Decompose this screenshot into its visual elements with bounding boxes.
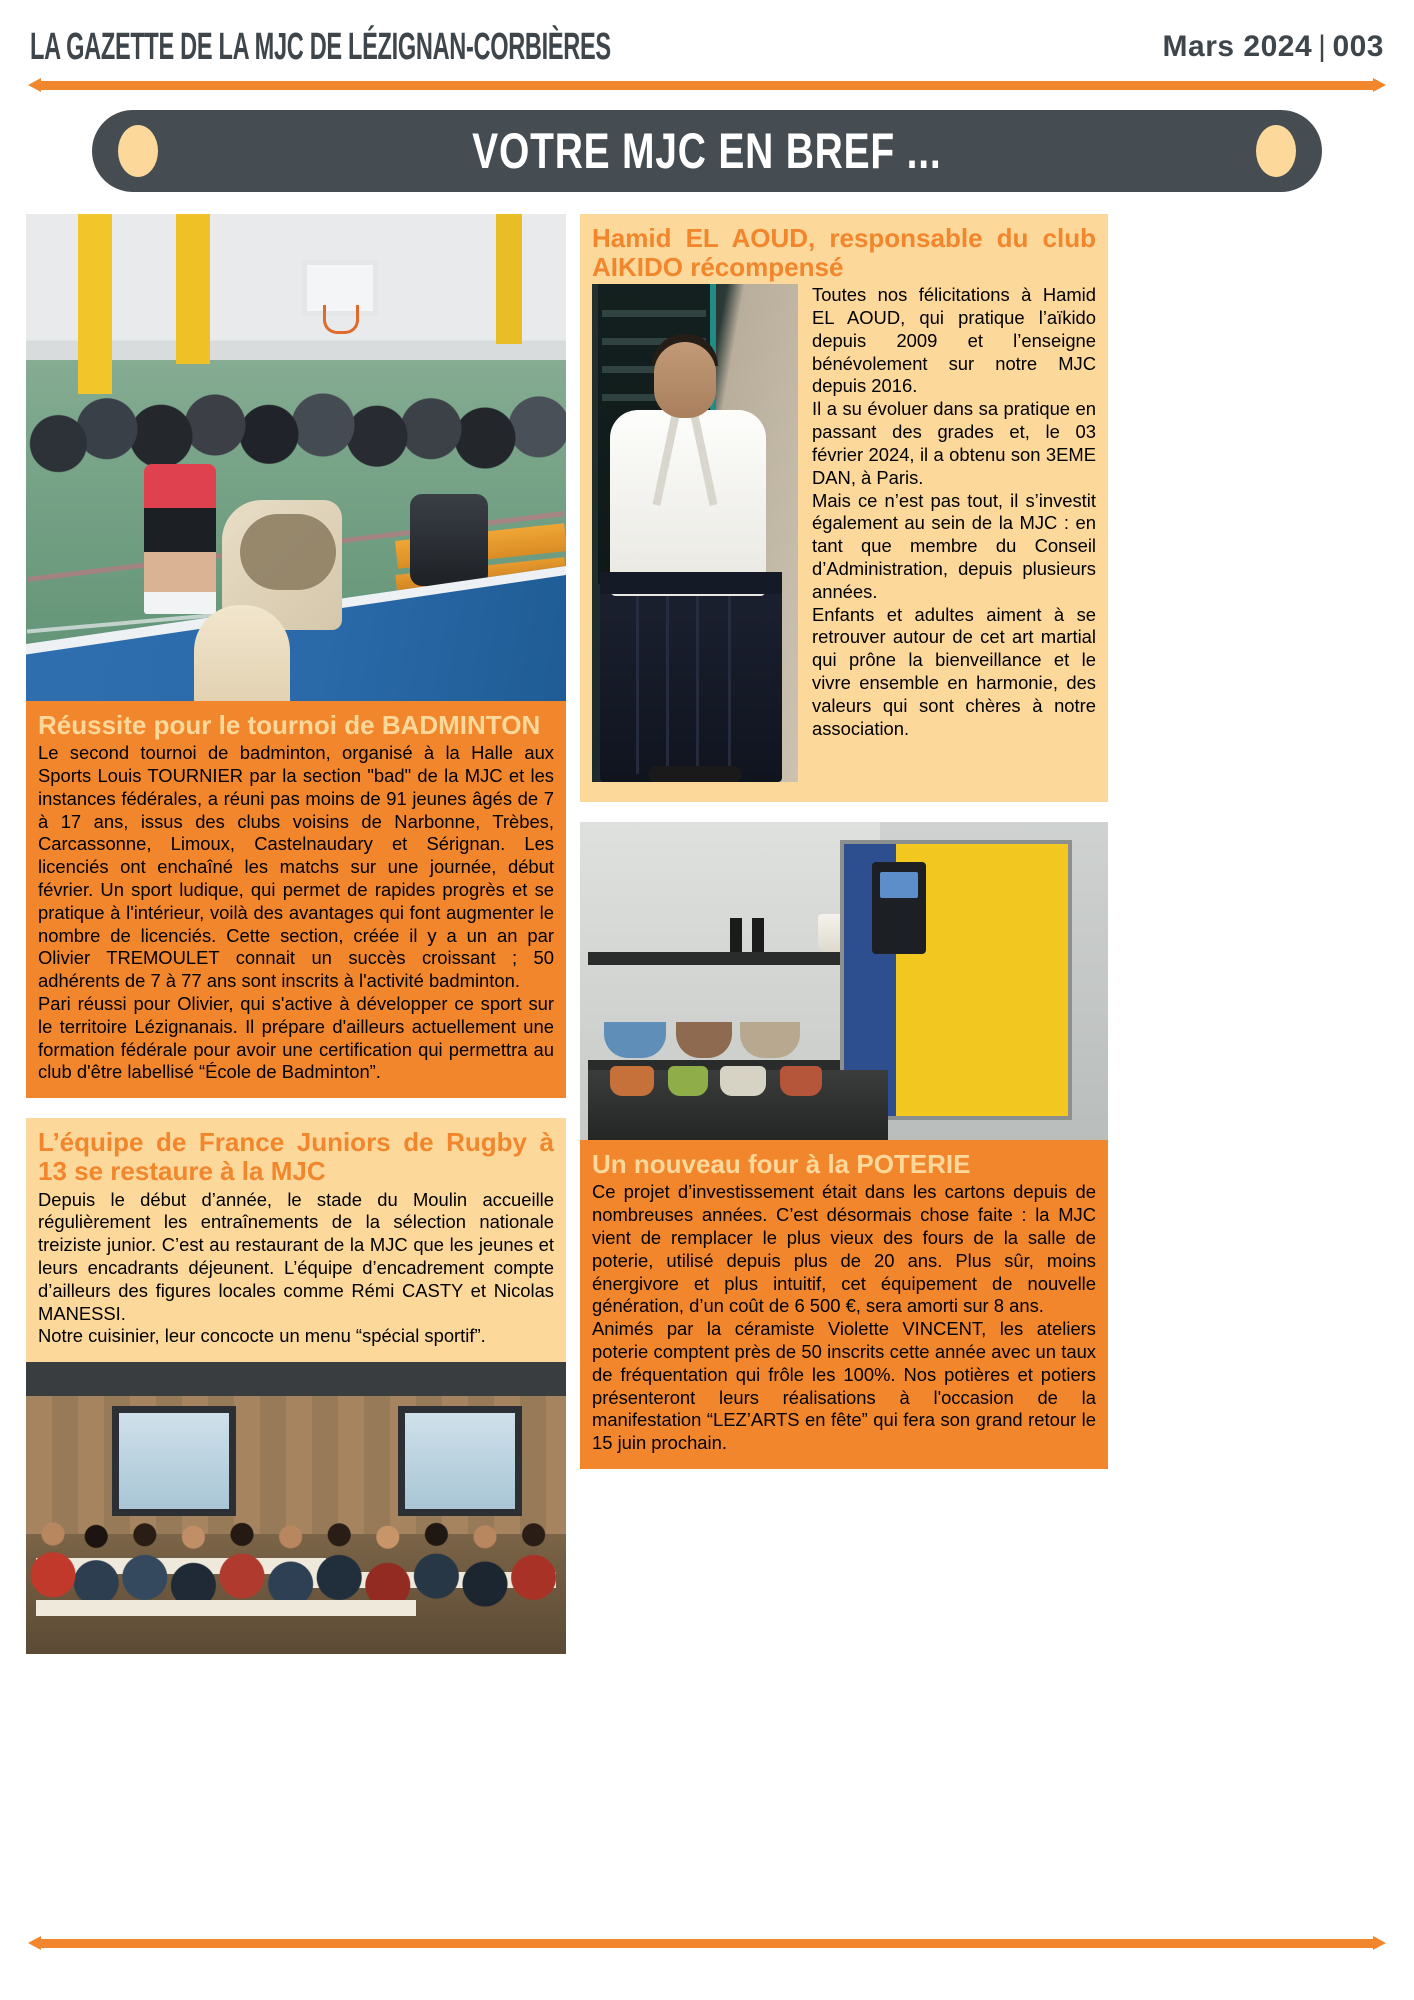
- publication-title: LA GAZETTE DE LA MJC DE LÉZIGNAN-CORBIÈRES: [30, 26, 611, 68]
- aikido-paragraph-4: Enfants et adultes aiment à se retrouver autour de cet art martial qui prône la bienveillance et le vivre ensemble en harmonie, des valeurs qui sont chères à notre association.: [812, 603, 1096, 739]
- divider-bar-bottom: [40, 1939, 1374, 1948]
- rugby-headline: L’équipe de France Juniors de Rugby à 13 se restaure à la MJC: [38, 1127, 554, 1187]
- badminton-paragraph-2: Pari réussi pour Olivier, qui s'active à développer ce sport sur le territoire Lézignanais. Il prépare d'ailleurs actuellement une formation fédérale pour avoir une certification qui permettra au club d'être labellisé “École de Badminton”.: [38, 993, 554, 1083]
- rugby-text-block: [26, 1118, 566, 1362]
- article-poterie: [580, 822, 1108, 1469]
- article-aikido: [580, 214, 1108, 802]
- divider-rule-bottom: [26, 1936, 1388, 1950]
- aikido-headline: Hamid EL AOUD, responsable du club AIKIDO récompensé: [592, 223, 1096, 283]
- badminton-paragraph-1: Le second tournoi de badminton, organisé à la Halle aux Sports Louis TOURNIER par la section "bad" de la MJC et les instances fédérales, a réuni pas moins de 91 jeunes âgés de 7 à 17 ans, issus des clubs voisins de Narbonne, Trèbes, Carcassonne, Limoux, Castelnaudary et Sérignan. Les licenciés ont enchaîné les matchs sur une journée, début février. Un sport ludique, qui permet de rapides progrès et se pratique à l'intérieur, voilà des avantages qui font augmenter le nombre de licenciés. Cette section, créée il y a un an par Olivier TREMOULET connait un succès croissant ; 50 adhérents de 7 à 77 ans sont inscrits à l'activité badminton.: [38, 742, 554, 992]
- aikido-paragraph-1: Toutes nos félicitations à Hamid EL AOUD, qui pratique l’aïkido depuis 2009 et l’enseigne bénévolement sur notre MJC depuis 2016.: [812, 284, 1096, 397]
- aikido-paragraph-3: Mais ce n’est pas tout, il s’investit également au sein de la MJC : en tant que membre du Conseil d’Administration, depuis plusieurs années.: [812, 489, 1096, 602]
- rugby-paragraph-1: Depuis le début d’année, le stade du Moulin accueille régulièrement les entraînements de la sélection nationale treiziste junior. C’est au restaurant de la MJC que les jeunes et leurs encadrants déjeunent. L’équipe d’encadrement compte d’ailleurs des figures locales comme Rémi CASTY et Nicolas MANESSI.: [38, 1188, 554, 1324]
- basketball-hoop-icon: [302, 260, 378, 316]
- article-rugby: [26, 1118, 566, 1654]
- arrow-right-icon: [1373, 78, 1386, 92]
- aikido-paragraph-2: Il a su évoluer dans sa pratique en passant des grades et, le 03 février 2024, il a obtenu son 3EME DAN, à Paris.: [812, 398, 1096, 488]
- section-banner: [92, 110, 1322, 192]
- badminton-text-block: [26, 701, 566, 1098]
- poterie-paragraph-2: Animés par la céramiste Violette VINCENT, les ateliers poterie comptent près de 50 inscrits cette année avec un taux de fréquentation qui frôle les 100%. Nos potières et potiers présenteront leurs réalisations à l'occasion de la manifestation “LEZ’ARTS en fête” qui fera son grand retour le 15 juin prochain.: [592, 1318, 1096, 1454]
- arrow-right-icon-bottom: [1373, 1936, 1386, 1950]
- issue-separator: |: [1318, 30, 1327, 63]
- aikido-text-block: [580, 214, 1108, 802]
- badminton-headline: Réussite pour le tournoi de BADMINTON: [38, 710, 541, 740]
- poterie-text-block: [580, 1140, 1108, 1469]
- issue-info: [1163, 30, 1384, 66]
- masthead-title-wrap: [30, 28, 670, 66]
- right-column: [580, 214, 1108, 1654]
- content-columns: [22, 214, 1392, 1654]
- poterie-paragraph-1: Ce projet d’investissement était dans les cartons depuis de nombreuses années. C’est désormais chose faite : la MJC vient de remplacer le plus vieux des fours de la salle de poterie, utilisé depuis plus de 20 ans. Plus sûr, moins énergivore et plus intuitif, cet équipement de nouvelle génération, d’un coût de 6 500 €, sera amorti sur 8 ans.: [592, 1181, 1096, 1317]
- poterie-headline: Un nouveau four à la POTERIE: [592, 1149, 971, 1180]
- issue-number: 003: [1332, 30, 1384, 63]
- rugby-paragraph-2: Notre cuisinier, leur concocte un menu “spécial sportif”.: [38, 1325, 486, 1347]
- banner-title: VOTRE MJC EN BREF ...: [472, 123, 942, 179]
- badminton-photo: [26, 214, 566, 701]
- banner-wrap: [22, 92, 1392, 192]
- divider-rule-top: [26, 78, 1388, 92]
- article-badminton: [26, 214, 566, 1098]
- aikido-photo: [592, 284, 798, 782]
- poterie-photo: [580, 822, 1108, 1140]
- left-column: [26, 214, 566, 1654]
- banner-dot-right-icon: [1256, 125, 1296, 177]
- issue-date: Mars 2024: [1162, 30, 1313, 63]
- rugby-photo: [26, 1362, 566, 1654]
- masthead: [22, 0, 1392, 72]
- divider-bar: [40, 81, 1374, 90]
- banner-dot-left-icon: [118, 125, 158, 177]
